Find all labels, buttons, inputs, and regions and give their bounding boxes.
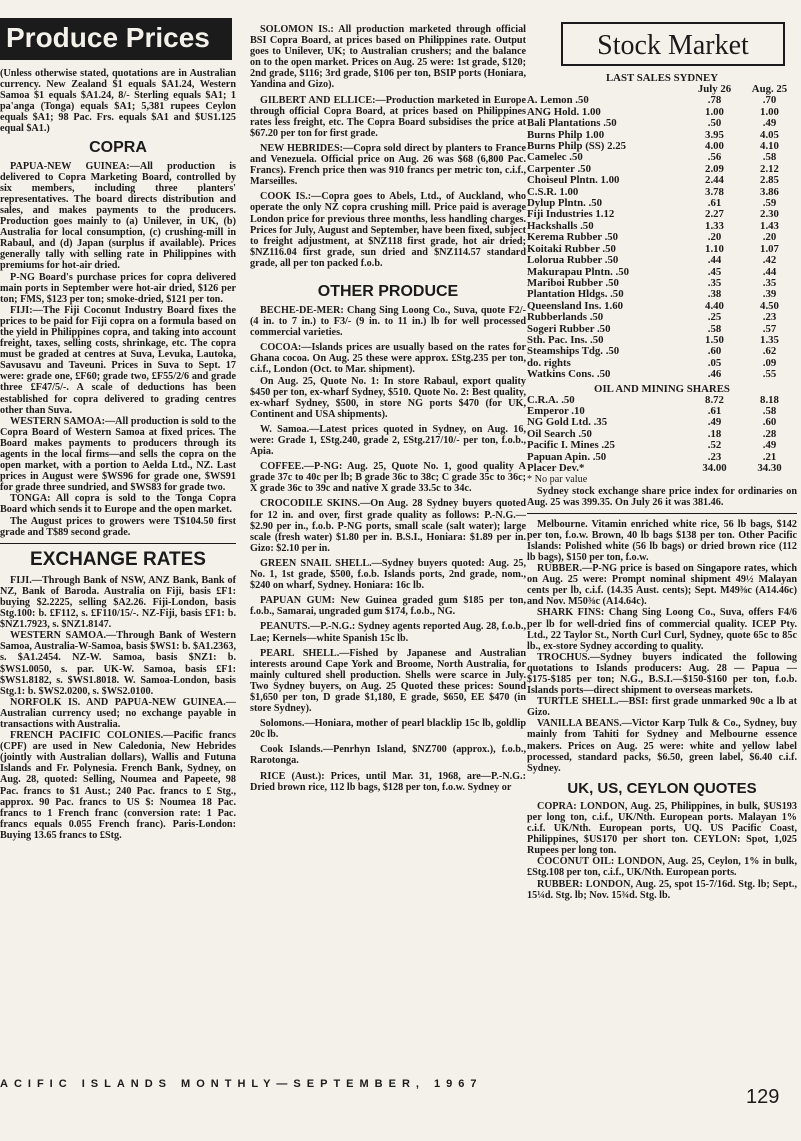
divider — [527, 513, 797, 514]
quote-paragraph: COCONUT OIL: LONDON, Aug. 25, Ceylon, 1% in bulk, £Stg.108 per ton, c.i.f., UK/Nth. European ports. — [527, 856, 797, 879]
price-aug: 2.30 — [760, 208, 779, 221]
stock-name: Pacific I. Mines .25 — [527, 439, 615, 452]
other-produce-heading: OTHER PRODUCE — [317, 282, 459, 300]
price-aug: .49 — [762, 439, 777, 452]
index-note: Sydney stock exchange share price index for ordinaries on Aug. 25 was 399.35. On July 26 it was 381.46. — [527, 485, 797, 508]
price-aug: 1.07 — [760, 242, 779, 255]
price-july: 2.44 — [705, 174, 724, 187]
exchange-paragraph: FIJI.—Through Bank of NSW, ANZ Bank, Bank of NZ, Bank of Baroda. Australia on Fiji, basis £F1: buying $2.2225, selling $A2.26. Fiji-London, basis Stg.100: b. £F112, s. £F110/15/-. NZ-Fiji, basis £F1: b. $NZ1.7923, s. $NZ1.8147. — [0, 574, 236, 631]
stock-name: Kerema Rubber .50 — [527, 231, 619, 244]
stock-name: A. Lemon .50 — [527, 94, 589, 107]
stock-name: Plantation Hldgs. .50 — [527, 288, 624, 301]
price-july: 8.72 — [705, 393, 724, 406]
stock-row — [527, 118, 797, 129]
exchange-paragraph: WESTERN SAMOA.—Through Bank of Western Samoa, Australia-W-Samoa, basis $WS1: b. $A1.2363, s. $A1.2454. NZ-W. Samoa, basis $NZ1: b. $WS1.0050, s. par. UK-W. Samoa, basis £F1: $WS1.8182, s. $WS1.8018. W. Samoa-London, basis Stg.1: b. $WS2.0200, s. $WS2.0100. — [0, 630, 236, 697]
price-july: .23 — [707, 450, 722, 463]
stock-name: ANG Hold. 1.00 — [527, 105, 601, 118]
stock-row — [527, 289, 797, 300]
price-july: .61 — [707, 197, 722, 210]
price-aug: .44 — [762, 265, 777, 278]
produce-paragraph: TURTLE SHELL.—BSI: first grade unmarked 90c a lb at Gizo. — [527, 696, 797, 719]
price-july: .56 — [707, 151, 722, 164]
divider — [0, 543, 236, 544]
price-aug: .23 — [762, 311, 777, 324]
price-july: 3.78 — [705, 185, 724, 198]
produce-paragraph: Solomons.—Honiara, mother of pearl blacklip 15c lb, goldlip 20c lb. — [250, 718, 526, 741]
last-sales-heading: LAST SALES SYDNEY — [605, 72, 718, 84]
price-july: .49 — [707, 416, 722, 429]
price-aug: 1.35 — [760, 333, 779, 346]
stock-name: Papuan Apin. .50 — [527, 450, 607, 463]
price-aug: .58 — [762, 151, 777, 164]
stock-name: C.S.R. 1.00 — [527, 185, 579, 198]
stock-name: Koitaki Rubber .50 — [527, 242, 616, 255]
stock-name: Steamships Tdg. .50 — [527, 345, 620, 358]
copra-paragraph: P-NG Board's purchase prices for copra delivered main ports in September were hot-air dried, $126 per ton; FMS, $123 per ton; smoke-dried, $121 per ton. — [0, 271, 236, 305]
copra-paragraph: TONGA: All copra is sold to the Tonga Copra Board which sends it to Europe and the open market. — [0, 493, 236, 516]
price-aug: .49 — [762, 117, 777, 130]
price-aug: 4.50 — [760, 299, 779, 312]
price-july: .60 — [707, 345, 722, 358]
stock-name: Makurapau Plntn. .50 — [527, 265, 629, 278]
produce-paragraph: PEANUTS.—P.-N.G.: Sydney agents reported Aug. 28, f.o.b., Lae; Kernels—white Spanish 15c lb. — [250, 621, 526, 644]
copra-paragraph: COOK IS.:—Copra goes to Abels, Ltd., of Auckland, who operate the only NZ copra crushing mill. Price paid is average London price for previous three months, less handling charges. Prices for July, August and September, have been fixed, subject to freight adjustment, at $NZ118 first grade, hot air dried; $NZ116.04 first grade, sun dried and $NZ114.57 standard grade, all per ton packed f.o.b. — [250, 191, 526, 269]
copra-paragraph: The August prices to growers were T$104.50 first grade and T$89 second grade. — [0, 515, 236, 538]
stock-name: Dylup Plntn. .50 — [527, 197, 602, 210]
price-july: 4.40 — [705, 299, 724, 312]
produce-paragraph: RICE (Aust.): Prices, until Mar. 31, 1968, are—P.-N.G.: Dried brown rice, 112 lb bags, $128 per ton, f.o.w. Sydney or — [250, 770, 526, 793]
produce-paragraph: Cook Islands.—Penrhyn Island, $NZ700 (approx.), f.o.b., Rarotonga. — [250, 744, 526, 767]
price-aug: 1.00 — [760, 105, 779, 118]
copra-paragraph: FIJI:—The Fiji Coconut Industry Board fixes the prices to be paid for Fiji copra on a formula based on the yield in Philippines copra, and taking into account freight, taxes, selling costs, shrinkage, etc. The copra must be graded at centres at Suva, Levuka, Lautoka, Savusavu and Taveuni. Prices in Suva to Sept. 17 were: grade one, £F60; grade two, £F55/2/6 and grade three £F47/5/-. A scale of deductions has been established for copra delivered to grading centres other than Suva. — [0, 304, 236, 416]
price-aug: 2.85 — [760, 174, 779, 187]
price-aug: .59 — [762, 197, 777, 210]
running-footer: ACIFIC ISLANDS MONTHLY—SEPTEMBER, 1967 — [0, 1078, 483, 1090]
produce-paragraph: PEARL SHELL.—Fished by Japanese and Australian interests around Cape York and Broome, North Australia, for mainly cultured shell production. Shells were scarce in July. Two Sydney buyers, on Aug. 25 Quoted these prices: Sound $1,650 per ton, D grade $1,180, E grade, $650, EE $470 (in store Sydney). — [250, 647, 526, 715]
stock-row — [527, 255, 797, 266]
stock-name: Sth. Pac. Ins. .50 — [527, 333, 604, 346]
col-header-july: July 26 — [697, 83, 732, 95]
copra-paragraph: SOLOMON IS.: All production marketed through official BSI Copra Board, at prices based on Philippines rate. Output goes to Unilever, UK; to Australian crushers; and the balance on to the open market. Prices on Aug. 25 were: 1st grade, $120; 2nd grade, $116; 3rd grade, $106 per ton, BSIP ports (Honiara, Yandina and Gizo). — [250, 24, 526, 91]
produce-paragraph: VANILLA BEANS.—Victor Karp Tulk & Co., Sydney, buy mainly from Tahiti for Sydney and Melbourne essence makers. Prices on Aug. 25 were: white and yellow label processed, standard packs, $6.50, green label, $6.40 c.i.f. Sydney. — [527, 718, 797, 774]
price-aug: .21 — [762, 450, 777, 463]
stock-name: do. rights — [527, 356, 571, 369]
produce-paragraph: PAPUAN GUM: New Guinea graded gum $185 per ton, f.o.b., Samarai, ungraded gum $174, f.o.b., NG. — [250, 595, 526, 618]
stock-name: Fiji Industries 1.12 — [527, 208, 615, 221]
produce-paragraph: W. Samoa.—Latest prices quoted in Sydney, on Aug. 16, were: Grade 1, £Stg.240, grade 2, £Stg.217/10/- per ton, f.o.b., Apia. — [250, 423, 526, 458]
price-july: .52 — [707, 439, 722, 452]
column-right — [527, 22, 797, 901]
price-july: .44 — [707, 254, 722, 267]
copra-paragraph: NEW HEBRIDES:—Copra sold direct by planters to France and Venezuela. Official price on Aug. 26 was $68 (6,800 Pac. Francs). French price then was 910 francs per metric ton, c.i.f., Marseilles. — [250, 142, 526, 188]
price-july: .58 — [707, 322, 722, 335]
stock-name: Queensland Ins. 1.60 — [527, 299, 624, 312]
stock-name: Placer Dev.* — [527, 462, 585, 474]
price-july: .05 — [707, 356, 722, 369]
stock-table — [527, 84, 797, 381]
price-july: .18 — [707, 427, 722, 440]
price-july: .46 — [707, 368, 722, 381]
copra-paragraph: GILBERT AND ELLICE:—Production marketed in Europe through official Copra Board, at prices based on Philippines rates less freight, etc. The Copra Board subsidises the price at $67.20 per ton for first grade. — [250, 94, 526, 139]
produce-paragraph: GREEN SNAIL SHELL.—Sydney buyers quoted: Aug. 25, No. 1, 1st grade, $500, f.o.b. Islands ports, 2nd grade, nom., $240 on wharf, Sydney. Honiara: 16c lb. — [250, 557, 526, 592]
produce-prices-banner: Produce Prices — [0, 18, 232, 60]
price-july: 34.00 — [702, 462, 727, 474]
footnote: * No par value — [527, 474, 588, 486]
page-number: 129 — [746, 1086, 780, 1108]
produce-paragraph: COCOA:—Islands prices are usually based on the rates for Ghana cocoa. On Aug. 25 these were approx. £Stg.235 per ton, c.i.f., London (Oct. to Mar. shipment). — [250, 342, 526, 376]
price-july: 1.00 — [705, 105, 724, 118]
price-aug: 4.10 — [760, 140, 779, 153]
copra-paragraph: PAPUA-NEW GUINEA:—All production is delivered to Copra Marketing Board, controlled by six members, including three planters' representatives. The board directs distribution and sales, and makes payments to the producers. Production goes mainly to (a) Unilever, in UK, (b) Australia for local consumption, (c) crushing-mill in Rabaul, and (d) Japan (surplus if available). Prices generally tally with selling rate in Philippines with premiums for hot-air dried. — [0, 160, 236, 272]
price-july: 1.50 — [705, 333, 724, 346]
price-aug: .42 — [762, 254, 777, 267]
price-aug: .09 — [762, 356, 777, 369]
oil-table — [527, 395, 797, 475]
intro-note: (Unless otherwise stated, quotations are in Australian currency. New Zealand $1 equals $A1.24, Western Samoa $1 equals $A1.24, 8/- Sterling equals $A1; 1 pa'anga (Tonga) equals $A1; 5,381 rupees Ceylon equals $A1; 98 Pac. Frs. equals $A1 and $US1.125 equal $A1.) — [0, 68, 236, 135]
exchange-paragraph: NORFOLK IS. AND PAPUA-NEW GUINEA.—Australian currency used; no exchange payable in transactions with Australia. — [0, 696, 236, 730]
copra-heading: COPRA — [89, 138, 147, 156]
price-july: 2.27 — [705, 208, 724, 221]
produce-paragraph: SHARK FINS: Chang Sing Loong Co., Suva, offers F4/6 per lb for well-dried fins of commercial quality. ICEP Pty. Ltd., 22 Taylor St., North Curl Curl, Sydney, quote 65c to 85c lb., ex-store Sydney according to quality. — [527, 607, 797, 652]
stock-name: NG Gold Ltd. .35 — [527, 416, 608, 429]
exchange-paragraph: FRENCH PACIFIC COLONIES.—Pacific francs (CPF) are used in New Caledonia, New Hebrides (jointly with Australian dollars), Wallis and Futuna Islands and Fr. Polynesia. French Bank, Sydney, on Aug. 28, quoted: Selling, Noumea and Papeete, 98 Pac. francs to $1 Aust.; 240 Pac. francs to £ Stg., approx. 90 Pac. francs to US $: Noumea 18 Pac. francs to 1 French franc (conversion rate: 1 Pac. francs equals 0.055 French franc). Paris-London: Buying 13.65 francs to £Stg. — [0, 730, 236, 841]
column-middle — [250, 24, 526, 793]
price-july: .78 — [707, 94, 722, 107]
stock-market-title: Stock Market — [561, 22, 785, 66]
stock-row — [527, 175, 797, 186]
price-july: 2.09 — [705, 162, 724, 175]
quote-paragraph: COPRA: LONDON, Aug. 25, Philippines, in bulk, $US193 per long ton, c.i.f., UK/Nth. European ports. Malayan 1% c.i.f. UK/Nth. European ports, UQ. US Pacific Coast, Philippines, $US170 per short ton. CEYLON: Spot, 1,025 Rupees per long ton. — [527, 800, 797, 857]
stock-name: Watkins Cons. .50 — [527, 368, 611, 381]
oil-mining-heading: OIL AND MINING SHARES — [594, 382, 730, 395]
price-july: 3.95 — [705, 128, 724, 141]
column-left — [0, 18, 236, 841]
price-aug: .58 — [762, 404, 777, 417]
stock-name: Rubberlands .50 — [527, 311, 604, 324]
stock-name: Hackshalls .50 — [527, 219, 594, 232]
produce-paragraph: BECHE-DE-MER: Chang Sing Loong Co., Suva, quote F2/- (4 in. to 7 in.) to F3/- (9 in. to 11 in.) lb for well processed commercial varieties. — [250, 304, 526, 339]
price-july: .61 — [707, 404, 722, 417]
stock-row — [527, 440, 797, 451]
price-july: 4.00 — [705, 140, 724, 153]
stock-name: Lolorua Rubber .50 — [527, 254, 619, 267]
price-aug: .39 — [762, 288, 777, 301]
uk-quotes-heading: UK, US, CEYLON QUOTES — [567, 779, 757, 797]
stock-name: Camelec .50 — [527, 151, 583, 164]
stock-name: Emperor .10 — [527, 404, 585, 417]
price-july: 1.33 — [705, 219, 724, 232]
stock-name: Bali Plantations .50 — [527, 117, 617, 130]
price-aug: .62 — [762, 345, 777, 358]
stock-name: Burns Philp 1.00 — [527, 128, 605, 141]
stock-row — [527, 463, 797, 474]
col-header-aug: Aug. 25 — [751, 83, 788, 95]
produce-paragraph: COFFEE.—P-NG: Aug. 25, Quote No. 1, good quality A grade 37c to 40c per lb; B grade 36c to 38c; C grade 35c to 36c; X grade 36c to 39c and native X grade 33.5c to 34c. — [250, 461, 526, 495]
price-july: .25 — [707, 311, 722, 324]
price-aug: .57 — [762, 322, 777, 335]
stock-name: Carpenter .50 — [527, 162, 591, 175]
price-aug: 34.30 — [757, 462, 782, 474]
produce-paragraph: RUBBER.—P-NG price is based on Singapore rates, which on Aug. 25 were: Prompt nominal shipment 49½ Malayan cents per lb, c.i.f. (14.35 Aust. cents); Sept. M49⅜c (A14.46c) and Nov. M50⅜c (A14.64c). — [527, 563, 797, 608]
produce-paragraph: CROCODILE SKINS.—On Aug. 28 Sydney buyers quoted for 12 in. and over, first grade quality as follows: P.-N.G.—$2.90 per in., f.o.b. P-NG ports, small scale (salt water); large scale (fresh water) $1.80 per in. B.S.I., Honiara: $1.89 per in. Gizo: $2.10 per in. — [250, 498, 526, 554]
quote-paragraph: RUBBER: LONDON, Aug. 25, spot 15-7/16d. Stg. lb; Sept., 15¼d. Stg. lb; Nov. 15¾d. Stg. lb. — [527, 878, 797, 901]
stock-name: Mariboi Rubber .50 — [527, 276, 619, 289]
price-aug: 3.86 — [760, 185, 779, 198]
stock-row — [527, 312, 797, 323]
stock-name: Burns Philp (SS) 2.25 — [527, 140, 627, 153]
price-aug: 1.43 — [760, 219, 779, 232]
stock-name: C.R.A. .50 — [527, 393, 575, 406]
price-aug: .28 — [762, 427, 777, 440]
produce-paragraph: TROCHUS.—Sydney buyers indicated the following quotations to Islands producers: Aug. 28 — Papua — $175-$185 per ton; N.G., B.S.I.—$150-$160 per ton, f.o.b. Islands ports—direct shipment to overseas markets. — [527, 651, 797, 697]
price-aug: 2.12 — [760, 162, 779, 175]
price-july: .45 — [707, 265, 722, 278]
price-aug: 4.05 — [760, 128, 779, 141]
copra-paragraph: WESTERN SAMOA:—All production is sold to the Copra Board of Western Samoa at fixed prices. The Board makes payments to producers through its agents in the local firms—and sells the copra on the open market, with a portion to Aelda Ltd., NZ. Last prices in August were $WS96 for grade one, $WS91 for grade three sundried, and $WS83 for grade two. — [0, 415, 236, 494]
stock-name: Choiseul Plntn. 1.00 — [527, 174, 620, 187]
price-july: 1.10 — [705, 242, 724, 255]
price-aug: .35 — [762, 276, 777, 289]
price-july: .35 — [707, 276, 722, 289]
stock-row — [527, 369, 797, 380]
price-july: .50 — [707, 117, 722, 130]
price-aug: .20 — [762, 231, 777, 244]
price-aug: .55 — [762, 368, 777, 381]
stock-row — [527, 232, 797, 243]
price-aug: .70 — [762, 94, 777, 107]
stock-name: Sogeri Rubber .50 — [527, 322, 611, 335]
price-july: .20 — [707, 231, 722, 244]
price-aug: .60 — [762, 416, 777, 429]
price-aug: 8.18 — [760, 393, 779, 406]
stock-name: Oil Search .50 — [527, 427, 592, 440]
produce-paragraph: On Aug. 25, Quote No. 1: In store Rabaul, export quality $450 per ton, ex-wharf Sydney, $510. Quote No. 2: Best quality, ex-wharf Sydney, $500, in store NG ports $470 (for UK, Continent and USA shipments). — [250, 375, 526, 420]
price-july: .38 — [707, 288, 722, 301]
exchange-heading: EXCHANGE RATES — [30, 548, 206, 570]
produce-paragraph: Melbourne. Vitamin enriched white rice, 56 lb bags, $142 per ton, f.o.w. Brown, 40 lb bags $138 per ton. Other Pacific Islands: Polished white (56 lb bags) or dried brown rice (112 lb bags), $150 per ton, f.o.w. — [527, 518, 797, 563]
